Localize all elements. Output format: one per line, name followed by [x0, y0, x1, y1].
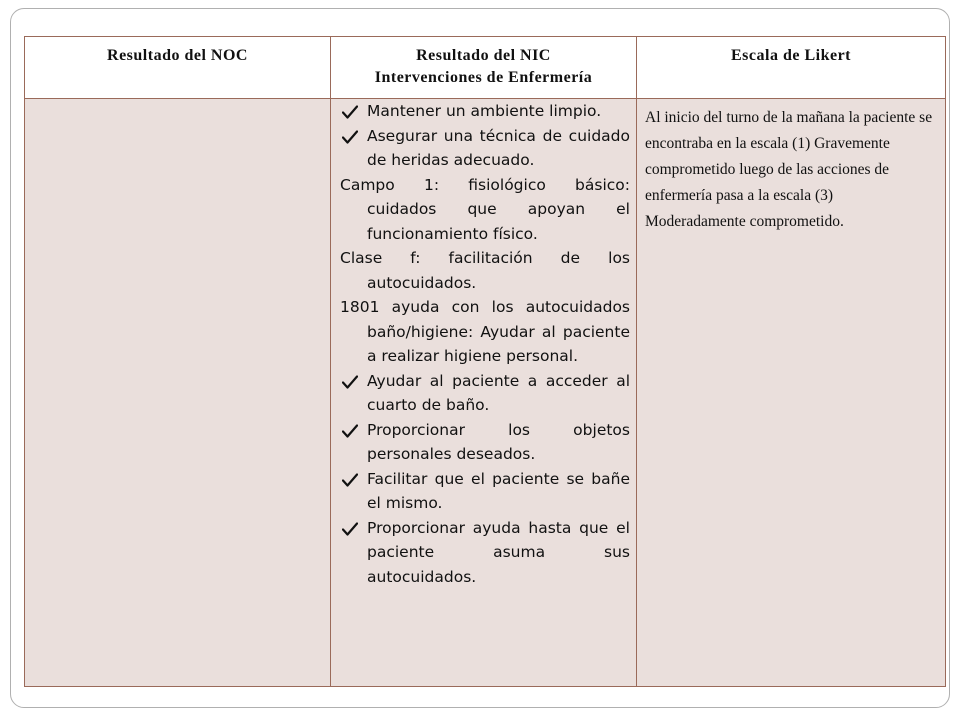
- nic-interventions-list: [340, 99, 630, 589]
- nic-item-text: 1801 ayuda con los autocuidados baño/higiene: Ayudar al paciente a realizar higiene personal.: [340, 298, 630, 365]
- likert-text: Al inicio del turno de la mañana la paciente se encontraba en la escala (1) Gravemente comprometido luego de las acciones de enfermería pasa a la escala (3) Moderadamente comprometido.: [645, 109, 933, 230]
- nic-checklist-item: [340, 369, 630, 418]
- care-plan-table-wrapper: [24, 36, 945, 687]
- checkmark-icon: [342, 375, 358, 389]
- noc-cell: [25, 99, 331, 687]
- header-likert: [637, 37, 946, 99]
- nic-paragraph-item: [340, 246, 630, 295]
- slide-frame: [10, 8, 950, 708]
- header-nic-label-line2: Intervenciones de Enfermería: [374, 69, 593, 86]
- header-row: [25, 37, 946, 99]
- checkmark-icon: [342, 424, 358, 438]
- nic-item-text: Asegurar una técnica de cuidado de heridas adecuado.: [367, 126, 630, 169]
- nic-item-text: Proporcionar los objetos personales deseados.: [367, 420, 630, 463]
- table-row: [25, 99, 946, 687]
- nic-checklist-item: [340, 418, 630, 467]
- nic-item-text: Clase f: facilitación de los autocuidados.: [340, 249, 630, 292]
- header-likert-label: Escala de Likert: [731, 47, 851, 64]
- nic-paragraph-item: [340, 173, 630, 247]
- nic-cell: [331, 99, 637, 687]
- nic-item-text: Mantener un ambiente limpio.: [367, 102, 602, 120]
- likert-cell: [637, 99, 946, 687]
- nic-item-text: Proporcionar ayuda hasta que el paciente asuma sus autocuidados.: [367, 518, 630, 586]
- nic-item-text: Campo 1: fisiológico básico: cuidados que apoyan el funcionamiento físico.: [340, 175, 630, 243]
- nic-paragraph-item: [340, 295, 630, 369]
- nic-item-text: Ayudar al paciente a acceder al cuarto de baño.: [367, 371, 630, 414]
- checkmark-icon: [342, 105, 358, 119]
- nic-item-text: Facilitar que el paciente se bañe el mismo.: [367, 469, 630, 512]
- header-noc-label: Resultado del NOC: [107, 47, 248, 64]
- checkmark-icon: [342, 522, 358, 536]
- header-nic: [331, 37, 637, 99]
- nic-checklist-item: [340, 467, 630, 516]
- header-noc: [25, 37, 331, 99]
- nic-checklist-item: [340, 516, 630, 590]
- care-plan-table: [24, 36, 946, 687]
- checkmark-icon: [342, 130, 358, 144]
- nic-checklist-item: [340, 124, 630, 173]
- header-nic-label-line1: Resultado del NIC: [416, 47, 551, 64]
- nic-checklist-item: [340, 99, 630, 124]
- checkmark-icon: [342, 473, 358, 487]
